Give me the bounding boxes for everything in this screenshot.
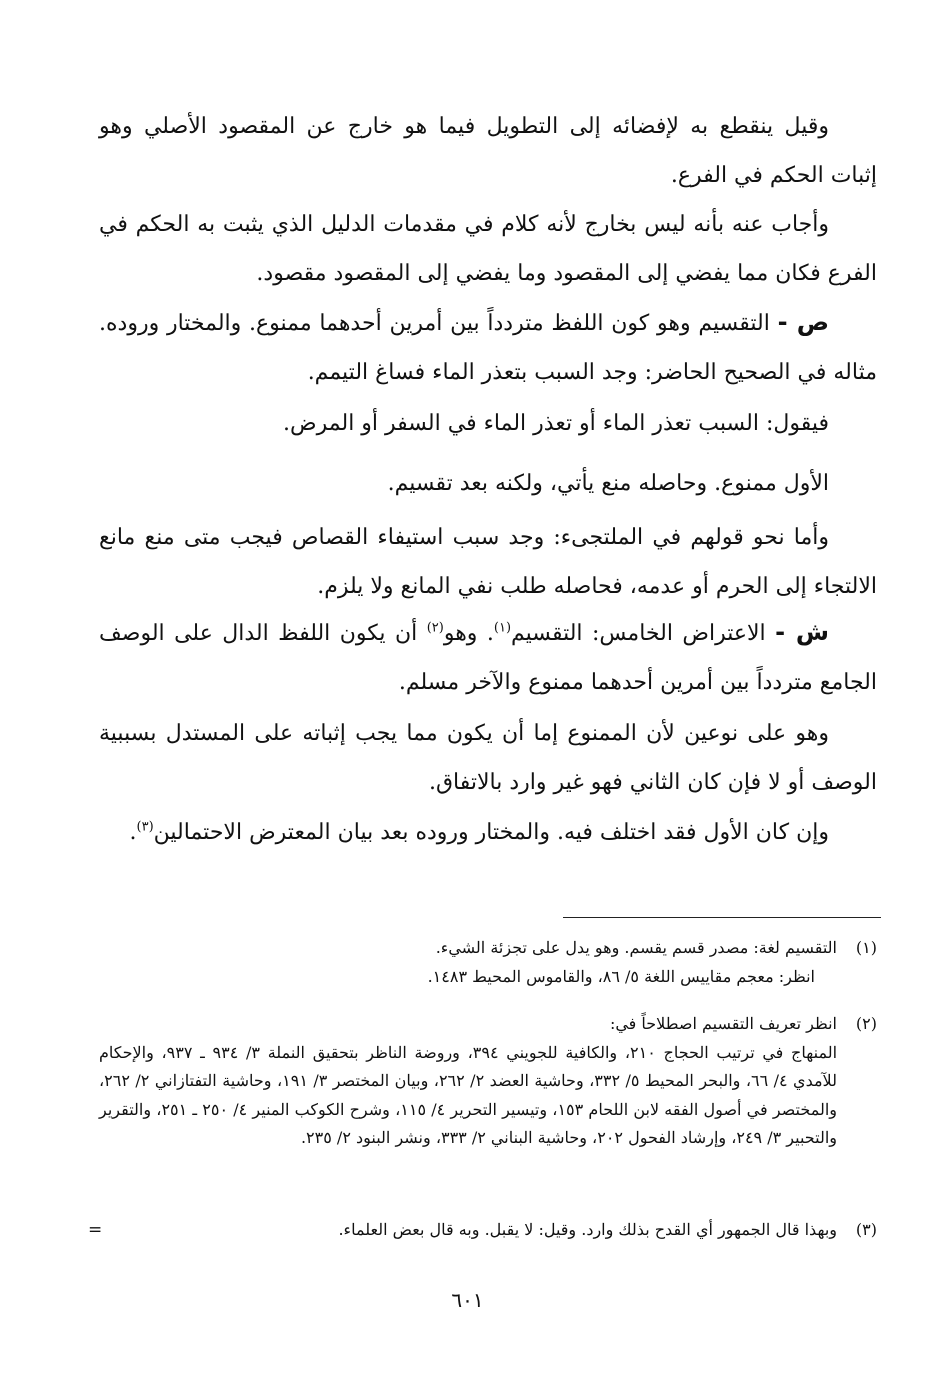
section-marker-sad: ص - xyxy=(777,308,829,336)
footnote-2-text: انظر تعريف التقسيم اصطلاحاً في: xyxy=(609,1014,837,1033)
paragraph-7-text-b: . وهو xyxy=(443,621,494,646)
continuation-mark: = xyxy=(88,1220,103,1240)
paragraph-3-text: التقسيم وهو كون اللفظ متردداً بين أمرين أحدهما ممنوع. والمختار وروده. مثاله في الصحيح الحاضر: وجد السبب بتعذر الماء فساغ التيمم. xyxy=(99,311,877,385)
paragraph-9-end: . xyxy=(129,820,137,845)
paragraph-3 xyxy=(99,298,877,397)
paragraph-6: وأما نحو قولهم في الملتجىء: وجد سبب استيفاء القصاص فيجب متى منع مانع الالتجاء إلى الحرم أو عدمه، فحاصله طلب نفي المانع ولا يلزم. xyxy=(99,525,877,599)
footnote-3-number: (٣) xyxy=(855,1220,877,1239)
paragraph-1: وقيل ينقطع به لإفضائه إلى التطويل فيما هو خارج عن المقصود الأصلي وهو إثبات الحكم في الفرع. xyxy=(99,114,877,188)
footnote-1 xyxy=(99,934,877,991)
paragraph-9 xyxy=(99,808,877,857)
footnote-2-body: المنهاج في ترتيب الحجاج ٢١٠، والكافية للجويني ٣٩٤، وروضة الناظر بتحقيق النملة ٣/ ٩٣٤ ـ ٩٣٧، والإحكام للآمدي ٤/ ٦٦، والبحر المحيط ٥/ ٣٣٢، وحاشية العضد ٢/ ٢٦٢، وبيان المختصر ٣/ ١٩١، وحاشية التفتازاني ٢/ ٢٦٢، والمختصر في أصول الفقه لابن اللحام ١٥٣، وتيسير التحرير ٤/ ١١٥، وشرح الكوكب المنير ٤/ ٢٥٠ ـ ٢٥١، والتقرير والتحبير ٣/ ٢٤٩، وإرشاد الفحول ٢٠٢، وحاشية البناني ٢/ ٣٣٣، ونشر البنود ٢/ ٢٣٥. xyxy=(99,1042,838,1148)
footnote-2 xyxy=(99,1010,877,1153)
footnote-1-line-2: انظر: معجم مقاييس اللغة ٥/ ٨٦، والقاموس المحيط ١٤٨٣. xyxy=(427,966,815,986)
paragraph-8: وهو على نوعين لأن الممنوع إما أن يكون مما يجب إثباته على المستدل بسببية الوصف أو لا فإن كان الثاني فهو غير وارد بالاتفاق. xyxy=(99,721,877,795)
footnote-2-number: (٢) xyxy=(855,1014,877,1033)
footnote-3-text: وبهذا قال الجمهور أي القدح بذلك وارد. وقيل: لا يقبل. وبه قال بعض العلماء. xyxy=(338,1220,837,1239)
footnote-separator xyxy=(563,917,881,918)
paragraph-7-text-c: أن يكون اللفظ الدال على الوصف الجامع متردداً بين أمرين أحدهما ممنوع والآخر مسلم. xyxy=(99,621,877,695)
paragraph-5: الأول ممنوع. وحاصله منع يأتي، ولكنه بعد تقسيم. xyxy=(387,471,829,496)
page-number: ٦٠١ xyxy=(451,1288,484,1312)
footnote-1-number: (١) xyxy=(855,938,877,957)
footnote-2-line-1 xyxy=(99,1010,877,1039)
footnote-1-text: التقسيم لغة: مصدر قسم يقسم. وهو يدل على تجزئة الشيء. xyxy=(435,938,837,957)
footnote-ref-1: (١) xyxy=(493,620,512,636)
paragraph-9-text: وإن كان الأول فقد اختلف فيه. والمختار وروده بعد بيان المعترض الاحتمالين xyxy=(153,820,829,845)
footnote-1-line-1 xyxy=(99,934,877,963)
paragraph-7-text-a: الاعتراض الخامس: التقسيم xyxy=(511,621,766,646)
footnote-ref-2: (٢) xyxy=(426,620,444,636)
paragraph-2: وأجاب عنه بأنه ليس بخارج لأنه كلام في مقدمات الدليل الذي يثبت به الحكم في الفرع فكان مما يفضي إلى المقصود وما يفضي إلى المقصود مقصود. xyxy=(99,212,877,286)
footnote-ref-3: (٣) xyxy=(136,819,154,835)
paragraph-4: فيقول: السبب تعذر الماء أو تعذر الماء في السفر أو المرض. xyxy=(283,411,829,436)
footnote-3 xyxy=(99,1216,877,1245)
section-marker-shin: ش - xyxy=(775,618,829,646)
footnote-3-line-1 xyxy=(99,1216,877,1245)
paragraph-7 xyxy=(99,608,877,707)
